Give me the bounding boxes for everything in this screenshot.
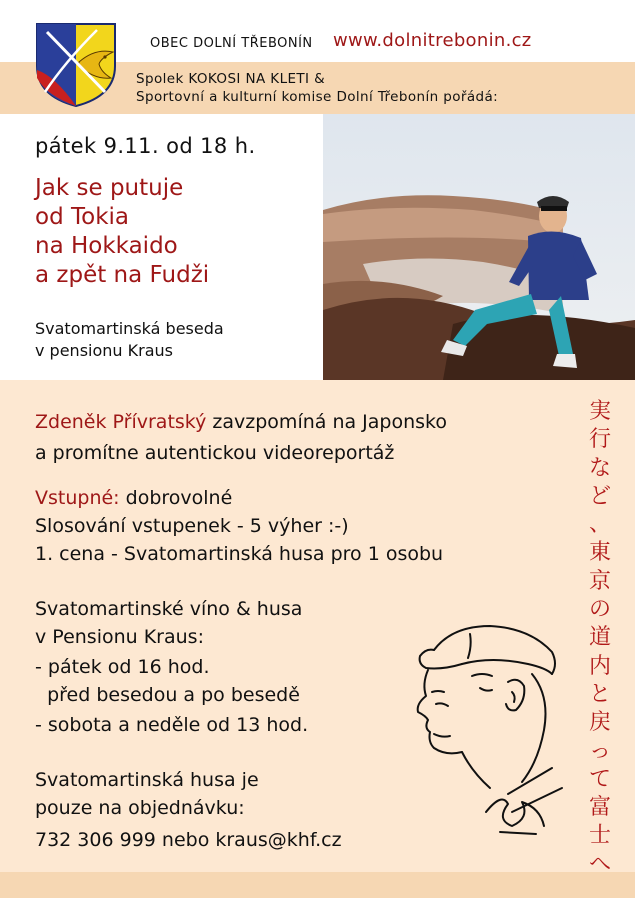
order-heading-line-1: Svatomartinská husa je: [35, 769, 259, 791]
speaker-name: Zdeněk Přívratský: [35, 411, 207, 433]
vertical-char: 内: [588, 653, 611, 679]
vertical-char: 富: [588, 795, 611, 821]
speaker-line-1: [35, 410, 447, 435]
vertical-char: の: [588, 597, 611, 623]
admission-line: [35, 486, 232, 511]
vertical-char: へ: [588, 851, 611, 877]
organizers: [136, 70, 498, 106]
traveler-photo: [323, 114, 635, 380]
speaker-line-2: a promítne autentickou videoreportáž: [35, 442, 395, 464]
event-subtitle-line-1: Svatomartinská beseda: [35, 319, 224, 338]
schedule-line-1: - pátek od 16 hod.: [35, 656, 210, 678]
website-link[interactable]: www.dolnitrebonin.cz: [333, 30, 532, 51]
vertical-char: 東: [588, 540, 611, 566]
vertical-char: 京: [588, 568, 611, 594]
raffle-line: Slosování vstupenek - 5 výher :-): [35, 515, 349, 537]
vertical-char: 実: [588, 399, 611, 424]
admission-label: Vstupné:: [35, 487, 120, 509]
wine-heading-line-1: Svatomartinské víno & husa: [35, 598, 303, 620]
village-name: OBEC DOLNÍ TŘEBONÍN: [150, 36, 313, 51]
vertical-char: ど: [588, 483, 611, 509]
event-subtitle: [35, 318, 224, 362]
vertical-char: 行: [588, 427, 611, 453]
event-title-line-4: a zpět na Fudži: [35, 262, 210, 288]
portrait-sketch-icon: [412, 612, 572, 842]
order-heading-line-2: pouze na objednávku:: [35, 797, 245, 819]
contact-line: 732 306 999 nebo kraus@khf.cz: [35, 829, 342, 851]
vertical-char: て: [588, 766, 611, 792]
japanese-vertical-text: [580, 398, 620, 879]
bottom-stripe: [0, 872, 635, 898]
vertical-char: 道: [588, 625, 611, 651]
wine-heading-line-2: v Pensionu Kraus:: [35, 626, 204, 648]
organizers-line-1: Spolek KOKOSI NA KLETI &: [136, 71, 326, 87]
vertical-char: と: [588, 681, 611, 707]
prize-line: 1. cena - Svatomartinská husa pro 1 osobu: [35, 543, 444, 565]
vertical-char: 、: [588, 512, 611, 538]
event-title-line-1: Jak se putuje: [35, 175, 184, 201]
vertical-char: 戻: [588, 710, 611, 736]
schedule-line-3: - sobota a neděle od 13 hod.: [35, 714, 309, 736]
vertical-char: 士: [588, 823, 611, 849]
event-title-line-3: na Hokkaido: [35, 233, 178, 259]
organizers-line-2: Sportovní a kulturní komise Dolní Třebonín pořádá:: [136, 89, 499, 105]
admission-value: dobrovolné: [119, 487, 233, 509]
speaker-text-1: zavzpomíná na Japonsko: [206, 411, 447, 433]
event-date: pátek 9.11. od 18 h.: [35, 134, 256, 158]
event-title: [35, 174, 209, 290]
vertical-char: っ: [588, 738, 611, 764]
village-coat-of-arms-icon: [35, 22, 117, 108]
event-subtitle-line-2: v pensionu Kraus: [35, 341, 173, 360]
schedule-line-2: před besedou a po besedě: [35, 684, 300, 706]
event-title-line-2: od Tokia: [35, 204, 129, 230]
vertical-char: な: [588, 455, 611, 481]
